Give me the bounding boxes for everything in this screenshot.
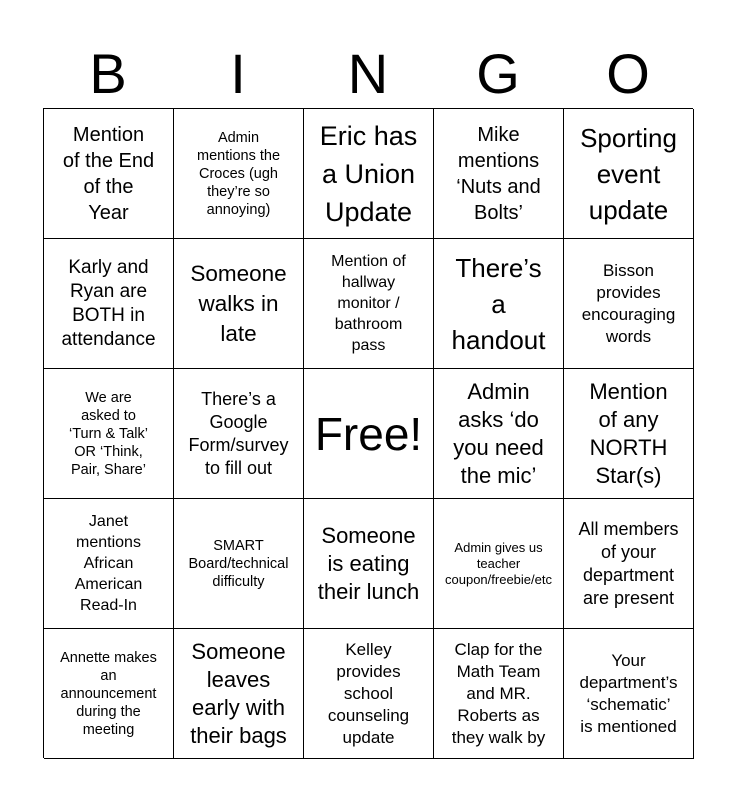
cell-text: Mention of the End of the Year xyxy=(62,123,155,224)
cell-text: Admin mentions the Croces (ugh they’re so annoying) xyxy=(196,129,281,218)
header-letter-b: B xyxy=(89,42,127,105)
bingo-cell[interactable] xyxy=(174,239,304,369)
free-space-text: Free! xyxy=(314,407,423,460)
bingo-cell[interactable] xyxy=(174,629,304,759)
bingo-cell[interactable] xyxy=(564,499,694,629)
bingo-cell[interactable] xyxy=(174,109,304,239)
bingo-cell[interactable] xyxy=(434,239,564,369)
cell-text: Mention of any NORTH Star(s) xyxy=(589,378,668,488)
bingo-cell[interactable] xyxy=(564,109,694,239)
bingo-cell[interactable] xyxy=(304,499,434,629)
cell-text: Clap for the Math Team and MR. Roberts as they walk by xyxy=(451,639,546,747)
bingo-cell[interactable] xyxy=(434,629,564,759)
cell-text: SMART Board/technical difficulty xyxy=(188,537,289,590)
cell-text: Annette makes an announcement during the meeting xyxy=(60,649,157,738)
header-letter-n: N xyxy=(347,42,389,105)
bingo-cell[interactable] xyxy=(44,109,174,239)
bingo-cell[interactable] xyxy=(44,239,174,369)
bingo-cell[interactable] xyxy=(564,629,694,759)
bingo-cell[interactable] xyxy=(44,369,174,499)
bingo-cell[interactable] xyxy=(434,499,564,629)
header-letter-g: G xyxy=(476,42,520,105)
cell-text: Mention of hallway monitor / bathroom pass xyxy=(331,253,406,354)
cell-text: Admin asks ‘do you need the mic’ xyxy=(453,378,544,488)
bingo-cell[interactable] xyxy=(44,499,174,629)
bingo-card xyxy=(43,108,693,758)
cell-text: Someone walks in late xyxy=(190,260,287,346)
cell-text: Kelley provides school counseling update xyxy=(327,639,410,747)
bingo-cell[interactable] xyxy=(564,369,694,499)
cell-text: There’s a handout xyxy=(451,252,546,355)
cell-text: All members of your department are present xyxy=(578,518,679,608)
cell-text: Admin gives us teacher coupon/freebie/etc xyxy=(445,539,552,587)
bingo-cell[interactable] xyxy=(44,629,174,759)
cell-text: Sporting event update xyxy=(580,122,677,225)
cell-text: Karly and Ryan are BOTH in attendance xyxy=(61,256,156,350)
header-letter-i: I xyxy=(230,42,246,105)
bingo-cell[interactable] xyxy=(304,629,434,759)
cell-text: Janet mentions African American Read-In xyxy=(74,513,143,614)
bingo-cell[interactable] xyxy=(174,369,304,499)
bingo-cell[interactable] xyxy=(304,109,434,239)
cell-text: Someone is eating their lunch xyxy=(317,522,420,604)
header-letter-o: O xyxy=(606,42,650,105)
bingo-cell[interactable] xyxy=(564,239,694,369)
cell-text: Eric has a Union Update xyxy=(319,120,418,227)
cell-text: There’s a Google Form/survey to fill out xyxy=(188,388,289,478)
bingo-cell[interactable] xyxy=(174,499,304,629)
cell-text: Mike mentions ‘Nuts and Bolts’ xyxy=(456,123,541,224)
bingo-header xyxy=(43,40,693,108)
bingo-cell[interactable] xyxy=(434,109,564,239)
cell-text: Your department’s ‘schematic’ is mentioned xyxy=(579,650,678,736)
cell-text: We are asked to ‘Turn & Talk’ OR ‘Think, Pair, Share’ xyxy=(69,389,148,478)
bingo-cell[interactable] xyxy=(434,369,564,499)
cell-text: Bisson provides encouraging words xyxy=(581,260,676,346)
cell-text: Someone leaves early with their bags xyxy=(190,638,287,748)
bingo-cell[interactable] xyxy=(304,239,434,369)
free-space-cell[interactable] xyxy=(304,369,434,499)
